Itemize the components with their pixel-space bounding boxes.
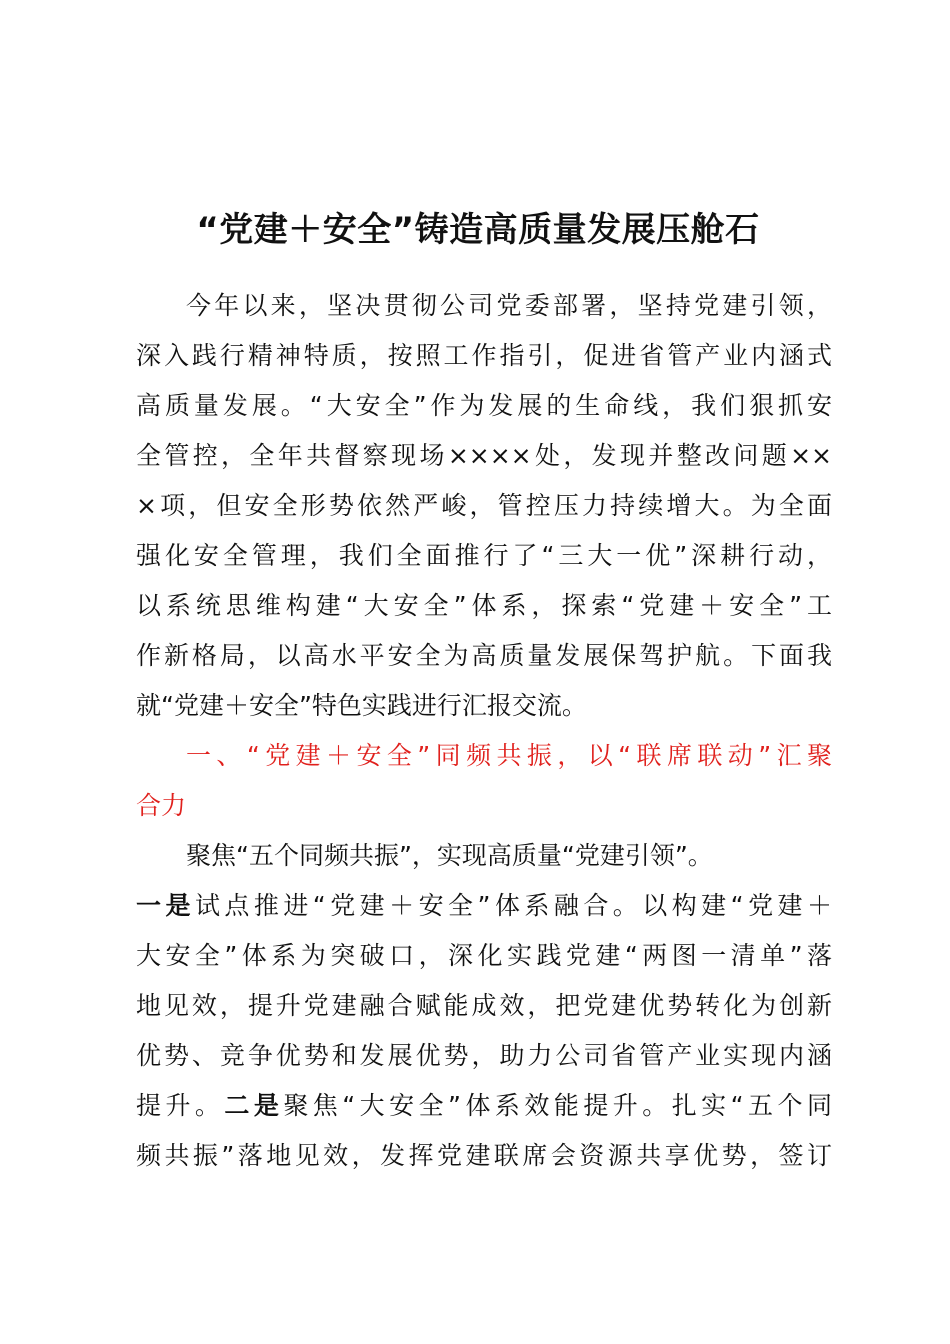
- paragraph-line: 强化安全管理，我们全面推行了“三大一优”深耕行动，: [136, 541, 832, 570]
- document-page: [136, 205, 832, 1181]
- paragraph-line: 聚焦“五个同频共振”，实现高质量“党建引领”。: [186, 841, 713, 870]
- paragraph-line: 频共振”落地见效，发挥党建联席会资源共享优势，签订: [136, 1141, 832, 1170]
- paragraph-line: 地见效，提升党建融合赋能成效，把党建优势转化为创新: [136, 991, 832, 1020]
- paragraph-line: 高质量发展。“大安全”作为发展的生命线，我们狠抓安: [136, 391, 832, 420]
- paragraph-text: 聚焦“大安全”体系效能提升。扎实“五个同: [283, 1091, 832, 1120]
- section-heading-continued: 合力: [136, 791, 187, 820]
- paragraph-line: [136, 1081, 832, 1131]
- paragraph-line: ×项，但安全形势依然严峻，管控压力持续增大。为全面: [136, 491, 832, 520]
- bold-marker: 二是: [224, 1091, 284, 1120]
- paragraph-line: 以系统思维构建“大安全”体系，探索“党建＋安全”工: [136, 591, 832, 620]
- paragraph-line: 今年以来，坚决贯彻公司党委部署，坚持党建引领，: [186, 291, 832, 320]
- paragraph-line: 大安全”体系为突破口，深化实践党建“两图一清单”落: [136, 941, 832, 970]
- paragraph-text: 试点推进“党建＋安全”体系融合。以构建“党建＋: [194, 891, 832, 920]
- document-title: “党建＋安全”铸造高质量发展压舱石: [196, 210, 760, 250]
- bold-marker: 一是: [136, 891, 195, 920]
- paragraph-line: [136, 881, 832, 931]
- paragraph-line: 深入践行精神特质，按照工作指引，促进省管产业内涵式: [136, 341, 832, 370]
- document-body: [136, 281, 832, 1181]
- paragraph-line: 作新格局，以高水平安全为高质量发展保驾护航。下面我: [136, 641, 832, 670]
- paragraph-text: 提升。: [136, 1091, 225, 1120]
- paragraph-line: 就“党建＋安全”特色实践进行汇报交流。: [136, 691, 587, 720]
- paragraph-line: 全管控，全年共督察现场××××处，发现并整改问题××: [136, 441, 832, 470]
- section-heading: 一、“党建＋安全”同频共振，以“联席联动”汇聚: [186, 741, 832, 770]
- paragraph-line: 优势、竞争优势和发展优势，助力公司省管产业实现内涵: [136, 1041, 832, 1070]
